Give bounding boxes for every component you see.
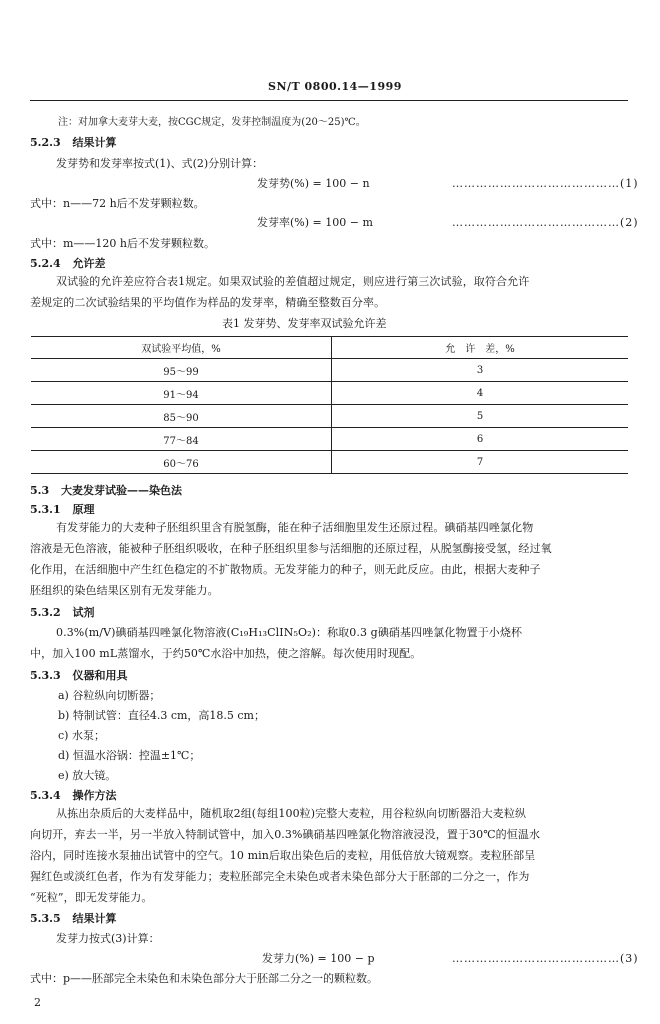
table-row bbox=[31, 428, 628, 451]
section-number: 5.3 bbox=[30, 484, 50, 497]
section-number: 5.3.4 bbox=[30, 789, 61, 802]
table-header-row bbox=[31, 337, 628, 359]
section-title: 结果计算 bbox=[72, 136, 117, 149]
section-title: 原理 bbox=[72, 503, 95, 516]
table-cell-tolerance: 6 bbox=[332, 428, 629, 451]
table-header-tolerance: 允 许 差，% bbox=[332, 337, 629, 359]
s535-intro: 发芽力按式(3)计算： bbox=[56, 932, 160, 945]
s531-line-1: 有发芽能力的大麦种子胚组织里含有脱氢酶，能在种子活细胞里发生还原过程。碘硝基四唑氯化物 bbox=[56, 521, 534, 534]
table-cell-range: 77～84 bbox=[31, 428, 332, 451]
formula-3-where: 式中：p——胚部完全未染色和未染色部分大于胚部二分之一的颗粒数。 bbox=[30, 972, 379, 985]
section-5-3-5-heading bbox=[30, 912, 116, 926]
table-row bbox=[31, 451, 628, 474]
section-number: 5.3.5 bbox=[30, 912, 61, 925]
section-number: 5.3.2 bbox=[30, 606, 61, 619]
note-text: 注：对加拿大麦芽大麦，按CGC规定，发芽控制温度为(20～25)℃。 bbox=[58, 117, 366, 128]
section-number: 5.3.3 bbox=[30, 669, 61, 682]
standard-id-header: SN/T 0800.14—1999 bbox=[268, 80, 402, 93]
table-cell-range: 85～90 bbox=[31, 405, 332, 428]
section-5-3-2-heading bbox=[30, 606, 94, 620]
table-cell-range: 60～76 bbox=[31, 451, 332, 474]
tolerance-table bbox=[31, 336, 628, 474]
list-item: b) 特制试管：直径4.3 cm，高18.5 cm； bbox=[58, 709, 265, 722]
table-cell-tolerance: 4 bbox=[332, 382, 629, 405]
s524-paragraph-line-1: 双试验的允许差应符合表1规定。如果双试验的差值超过规定，则应进行第三次试验，取符合允许 bbox=[56, 275, 530, 288]
s531-line-3: 化作用，在活细胞中产生红色稳定的不扩散物质。无发芽能力的种子，则无此反应。由此，根据大麦种子 bbox=[30, 563, 541, 576]
section-title: 仪器和用具 bbox=[72, 669, 128, 682]
section-title: 结果计算 bbox=[72, 912, 117, 925]
s524-paragraph-line-2: 差规定的二次试验结果的平均值作为样品的发芽率，精确至整数百分率。 bbox=[30, 296, 386, 309]
table-cell-tolerance: 3 bbox=[332, 359, 629, 382]
s532-line-2: 中，加入100 mL蒸馏水，于约50℃水浴中加热，使之溶解。每次使用时现配。 bbox=[30, 647, 422, 660]
table-cell-range: 95～99 bbox=[31, 359, 332, 382]
table-cell-range: 91～94 bbox=[31, 382, 332, 405]
section-5-3-heading bbox=[30, 484, 182, 498]
section-title: 允许差 bbox=[72, 257, 106, 270]
section-5-3-3-heading bbox=[30, 669, 127, 683]
s534-line-4: 猩红色或淡红色者，作为有发芽能力；麦粒胚部完全未染色或者未染色部分大于胚部的二分之一，作为 bbox=[30, 870, 530, 883]
formula-1-number: ……………………………………(1) bbox=[452, 177, 639, 190]
section-title: 大麦发芽试验——染色法 bbox=[60, 484, 182, 497]
formula-1: 发芽势(%) = 100 − n bbox=[257, 177, 370, 190]
section-number: 5.2.4 bbox=[30, 257, 61, 270]
section-5-3-4-heading bbox=[30, 789, 116, 803]
formula-2-where: 式中：m——120 h后不发芽颗粒数。 bbox=[30, 237, 216, 250]
section-5-2-4-heading bbox=[30, 257, 105, 271]
s534-line-5: “死粒”，即无发芽能力。 bbox=[30, 891, 153, 904]
formula-2-number: ……………………………………(2) bbox=[452, 216, 639, 229]
formula-2: 发芽率(%) = 100 − m bbox=[257, 216, 373, 229]
s534-line-3: 浴内，同时连接水泵抽出试管中的空气。10 min后取出染色后的麦粒，用低倍放大镜观察。麦粒胚部呈 bbox=[30, 849, 536, 862]
table-cell-tolerance: 7 bbox=[332, 451, 629, 474]
section-number: 5.2.3 bbox=[30, 136, 61, 149]
table-cell-tolerance: 5 bbox=[332, 405, 629, 428]
section-5-2-3-heading bbox=[30, 136, 116, 150]
s534-line-1: 从拣出杂质后的大麦样品中，随机取2组(每组100粒)完整大麦粒，用谷粒纵向切断器沿大麦粒纵 bbox=[56, 807, 527, 820]
table-row bbox=[31, 405, 628, 428]
formula-3: 发芽力(%) = 100 − p bbox=[262, 952, 375, 965]
s523-intro: 发芽势和发芽率按式(1)、式(2)分别计算： bbox=[56, 157, 264, 170]
table-row bbox=[31, 382, 628, 405]
section-title: 试剂 bbox=[72, 606, 95, 619]
list-item: e) 放大镜。 bbox=[58, 769, 117, 782]
page-number: 2 bbox=[34, 996, 41, 1009]
header-rule bbox=[30, 100, 628, 101]
list-item: a) 谷粒纵向切断器； bbox=[58, 689, 161, 702]
section-5-3-1-heading bbox=[30, 503, 94, 517]
list-item: c) 水泵； bbox=[58, 729, 105, 742]
table-header-average: 双试验平均值，% bbox=[31, 337, 332, 359]
s532-line-1: 0.3%(m/V)碘硝基四唑氯化物溶液(C₁₉H₁₃ClIN₅O₂)：称取0.3 g碘硝基四唑氯化物置于小烧杯 bbox=[56, 626, 523, 639]
formula-3-number: ……………………………………(3) bbox=[452, 952, 639, 965]
s531-line-2: 溶液是无色溶液，能被种子胚组织吸收，在种子胚组织里参与活细胞的还原过程，从脱氢酶接受氢，经过氧 bbox=[30, 542, 552, 555]
s534-line-2: 向切开，弃去一半，另一半放入特制试管中，加入0.3%碘硝基四唑氯化物溶液浸没，置于30℃的恒温水 bbox=[30, 828, 541, 841]
formula-1-where: 式中：n——72 h后不发芽颗粒数。 bbox=[30, 197, 205, 210]
table-1-caption: 表1 发芽势、发芽率双试验允许差 bbox=[222, 317, 387, 330]
list-item: d) 恒温水浴锅：控温±1℃； bbox=[58, 749, 201, 762]
section-number: 5.3.1 bbox=[30, 503, 61, 516]
table-row bbox=[31, 359, 628, 382]
section-title: 操作方法 bbox=[72, 789, 117, 802]
s531-line-4: 胚组织的染色结果区别有无发芽能力。 bbox=[30, 584, 219, 597]
